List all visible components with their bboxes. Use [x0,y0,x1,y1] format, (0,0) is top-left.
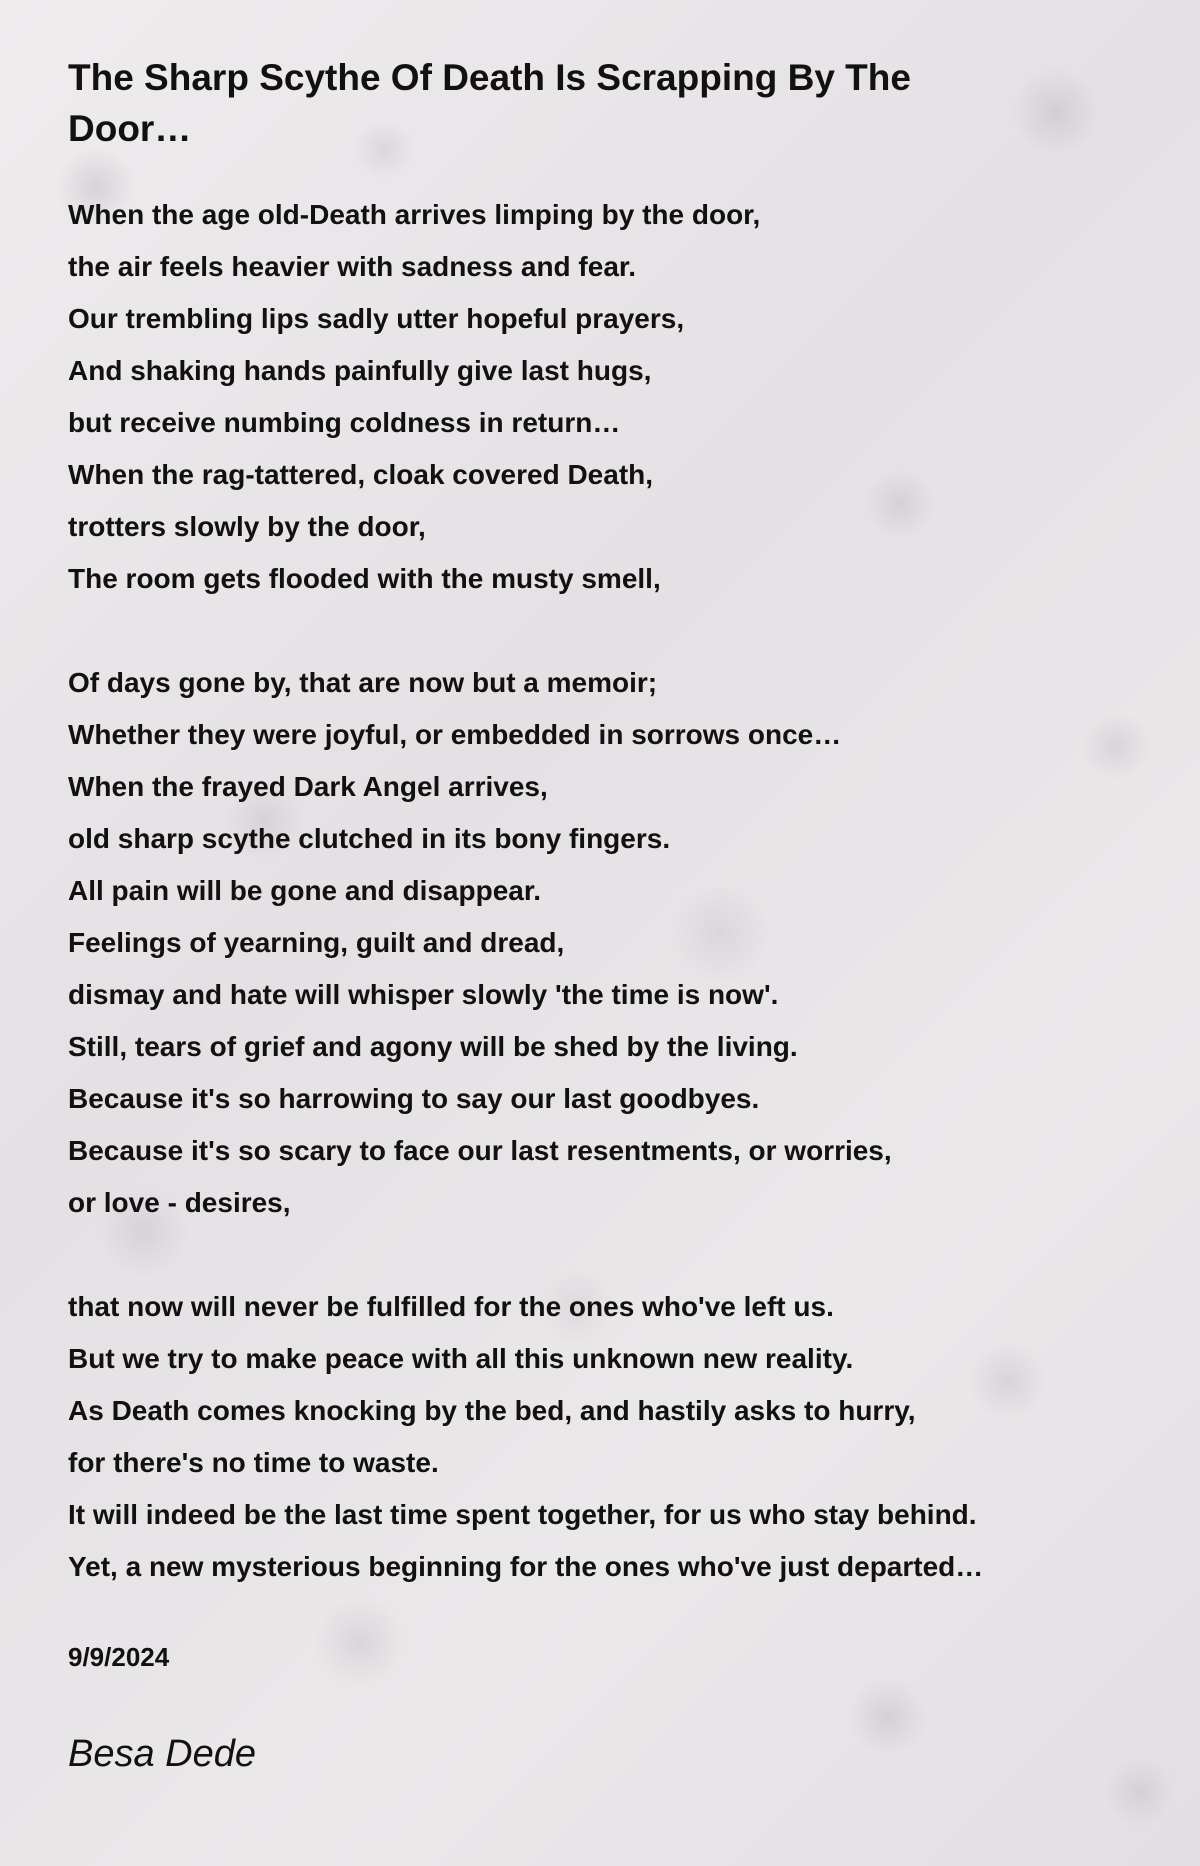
poem-line: for there's no time to waste. [68,1447,439,1478]
poem-line: Yet, a new mysterious beginning for the ones who've just departed… [68,1551,984,1582]
poem-line: but receive numbing coldness in return… [68,407,621,438]
poem-card [68,52,1148,1779]
poem-title: The Sharp Scythe Of Death Is Scrapping By The Door… [68,57,911,149]
poem-line: As Death comes knocking by the bed, and hastily asks to hurry, [68,1395,916,1426]
stanza [68,189,1148,605]
poem-line: When the rag-tattered, cloak covered Death, [68,459,654,490]
poem-line: that now will never be fulfilled for the ones who've left us. [68,1291,834,1322]
poem-line: But we try to make peace with all this unknown new reality. [68,1343,854,1374]
poem-line: Our trembling lips sadly utter hopeful prayers, [68,303,685,334]
stanza [68,1281,1148,1593]
poem-line: When the frayed Dark Angel arrives, [68,771,548,802]
poem-line: the air feels heavier with sadness and fear. [68,251,637,282]
poem-line: old sharp scythe clutched in its bony fingers. [68,823,671,854]
poem-body [68,189,1148,1593]
stanza [68,657,1148,1229]
stanza-break [68,1229,1148,1281]
poem-line: or love - desires, [68,1187,291,1218]
poem-author: Besa Dede [68,1733,257,1775]
poem-line: trotters slowly by the door, [68,511,426,542]
poem-line: dismay and hate will whisper slowly 'the time is now'. [68,979,779,1010]
poem-line: It will indeed be the last time spent together, for us who stay behind. [68,1499,977,1530]
poem-date: 9/9/2024 [68,1642,170,1672]
poem-line: Whether they were joyful, or embedded in sorrows once… [68,719,842,750]
poem-line: And shaking hands painfully give last hugs, [68,355,652,386]
poem-line: When the age old-Death arrives limping by the door, [68,199,761,230]
poem-line: Because it's so harrowing to say our last goodbyes. [68,1083,760,1114]
poem-line: All pain will be gone and disappear. [68,875,541,906]
poem-line: Still, tears of grief and agony will be shed by the living. [68,1031,798,1062]
poem-line: Because it's so scary to face our last resentments, or worries, [68,1135,892,1166]
poem-line: Feelings of yearning, guilt and dread, [68,927,565,958]
stanza-break [68,605,1148,657]
poem-line: The room gets flooded with the musty smell, [68,563,661,594]
poem-line: Of days gone by, that are now but a memoir; [68,667,658,698]
